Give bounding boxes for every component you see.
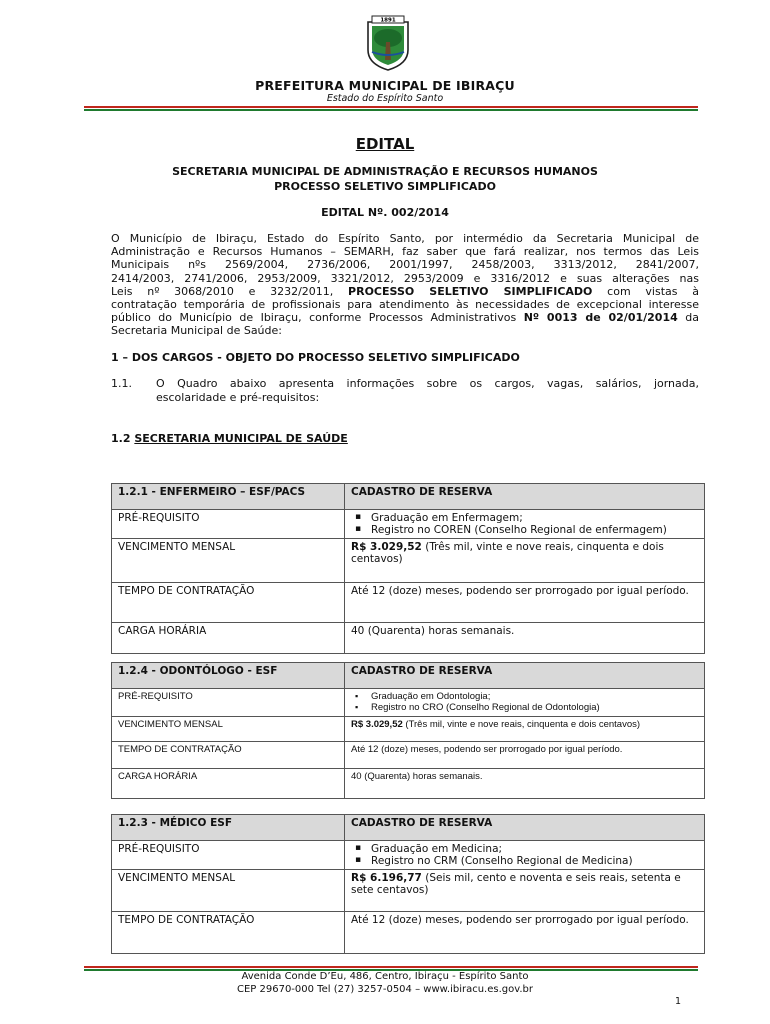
intro-line: 2414/2003, 2741/2006, 2953/2009, 3321/2012, 2953/2009 e 3316/2012 e suas alterações nas	[111, 271, 699, 285]
prereq-item: ▪ Graduação em Medicina;	[351, 843, 698, 855]
workload-label: CARGA HORÁRIA	[112, 623, 345, 654]
contract-time-value: Até 12 (doze) meses, podendo ser prorrogado por igual período.	[345, 583, 705, 623]
prereq-item: ▪ Registro no COREN (Conselho Regional de enfermagem)	[351, 524, 698, 536]
processo-heading: PROCESSO SELETIVO SIMPLIFICADO	[274, 180, 496, 193]
edital-number: EDITAL Nº. 002/2014	[321, 206, 449, 219]
item-line: O Quadro abaixo apresenta informações sobre os cargos, vagas, salários, jornada,	[156, 377, 699, 390]
salary-label: VENCIMENTO MENSAL	[112, 717, 345, 742]
job-title: 1.2.3 - MÉDICO ESF	[112, 815, 345, 841]
document-heading: EDITAL	[355, 135, 415, 153]
intro-line: Leis nº 3068/2010 e 3232/2011, PROCESSO SELETIVO SIMPLIFICADO com vistas à	[111, 284, 699, 298]
intro-line: Administração e Recursos Humanos – SEMARH, faz saber que fará realizar, nos termos das Leis	[111, 245, 699, 259]
workload-label: CARGA HORÁRIA	[112, 769, 345, 799]
intro-line: público do Município de Ibiraçu, conforme Processos Administrativos Nº 0013 de 02/01/2014 da	[111, 311, 699, 325]
state-subtitle: Estado do Espírito Santo	[326, 93, 444, 104]
intro-line: Municipais nºs 2569/2004, 2736/2006, 2001/1997, 2458/2003, 3313/2012, 2841/2007,	[111, 258, 699, 272]
secretaria-heading: SECRETARIA MUNICIPAL DE ADMINISTRAÇÃO E RECURSOS HUMANOS	[172, 165, 598, 178]
prereq-item: ▪ Graduação em Odontologia;	[351, 691, 698, 702]
salary-label: VENCIMENTO MENSAL	[112, 539, 345, 583]
intro-line: contratação temporária de profissionais para atendimento às necessidades de excepcional interesse	[111, 297, 699, 311]
contract-time-label: TEMPO DE CONTRATAÇÃO	[112, 742, 345, 769]
page-number: 1	[675, 996, 682, 1007]
contract-time-value: Até 12 (doze) meses, podendo ser prorrogado por igual período.	[345, 742, 705, 769]
intro-paragraph	[111, 232, 699, 338]
job-table-medico	[111, 814, 705, 954]
salary-value: R$ 3.029,52 (Três mil, vinte e nove reais, cinquenta e dois centavos)	[345, 539, 705, 583]
job-status: CADASTRO DE RESERVA	[345, 663, 705, 689]
footer-address: Avenida Conde D’Eu, 486, Centro, Ibiraçu - Espírito Santo	[241, 971, 529, 982]
contract-time-value: Até 12 (doze) meses, podendo ser prorrogado por igual período.	[345, 912, 705, 954]
intro-line: Secretaria Municipal de Saúde:	[111, 324, 282, 338]
item-number: 1.1.	[111, 377, 132, 390]
salary-value: R$ 3.029,52 (Três mil, vinte e nove reais, cinquenta e dois centavos)	[345, 717, 705, 742]
processo-number-emphasis: Nº 0013 de 02/01/2014	[523, 311, 678, 325]
footer-contact: CEP 29670-000 Tel (27) 3257-0504 – www.ibiracu.es.gov.br	[236, 984, 534, 995]
salary-value: R$ 6.196,77 (Seis mil, cento e noventa e seis reais, setenta e sete centavos)	[345, 870, 705, 912]
prereq-label: PRÉ-REQUISITO	[112, 841, 345, 870]
job-table-enfermeiro	[111, 483, 705, 654]
processo-emphasis: PROCESSO SELETIVO SIMPLIFICADO	[348, 284, 593, 298]
job-title: 1.2.1 - ENFERMEIRO – ESF/PACS	[112, 484, 345, 510]
prereq-label: PRÉ-REQUISITO	[112, 689, 345, 717]
contract-time-label: TEMPO DE CONTRATAÇÃO	[112, 583, 345, 623]
prereq-item: ▪ Registro no CRM (Conselho Regional de Medicina)	[351, 855, 698, 867]
section-1-2-heading: 1.2 SECRETARIA MUNICIPAL DE SAÚDE	[111, 432, 348, 445]
section-1-heading: 1 – DOS CARGOS - OBJETO DO PROCESSO SELETIVO SIMPLIFICADO	[111, 351, 520, 364]
contract-time-label: TEMPO DE CONTRATAÇÃO	[112, 912, 345, 954]
prereq-item: ▪ Graduação em Enfermagem;	[351, 512, 698, 524]
salary-label: VENCIMENTO MENSAL	[112, 870, 345, 912]
job-status: CADASTRO DE RESERVA	[345, 484, 705, 510]
item-line: escolaridade e pré-requisitos:	[156, 391, 320, 404]
prereq-label: PRÉ-REQUISITO	[112, 510, 345, 539]
intro-line: O Município de Ibiraçu, Estado do Espírito Santo, por intermédio da Secretaria Municipal de	[111, 232, 699, 245]
section-1-2-title: SECRETARIA MUNICIPAL DE SAÚDE	[134, 432, 348, 445]
job-status: CADASTRO DE RESERVA	[345, 815, 705, 841]
header-divider	[84, 106, 698, 111]
job-title: 1.2.4 - ODONTÓLOGO - ESF	[112, 663, 345, 689]
job-table-odontologo	[111, 662, 705, 799]
workload-value: 40 (Quarenta) horas semanais.	[345, 623, 705, 654]
crest-year: 1891	[380, 17, 396, 24]
municipal-crest-icon	[365, 14, 411, 72]
workload-value: 40 (Quarenta) horas semanais.	[345, 769, 705, 799]
prereq-item: ▪ Registro no CRO (Conselho Regional de Odontologia)	[351, 702, 698, 713]
municipality-title: PREFEITURA MUNICIPAL DE IBIRAÇU	[255, 78, 515, 93]
